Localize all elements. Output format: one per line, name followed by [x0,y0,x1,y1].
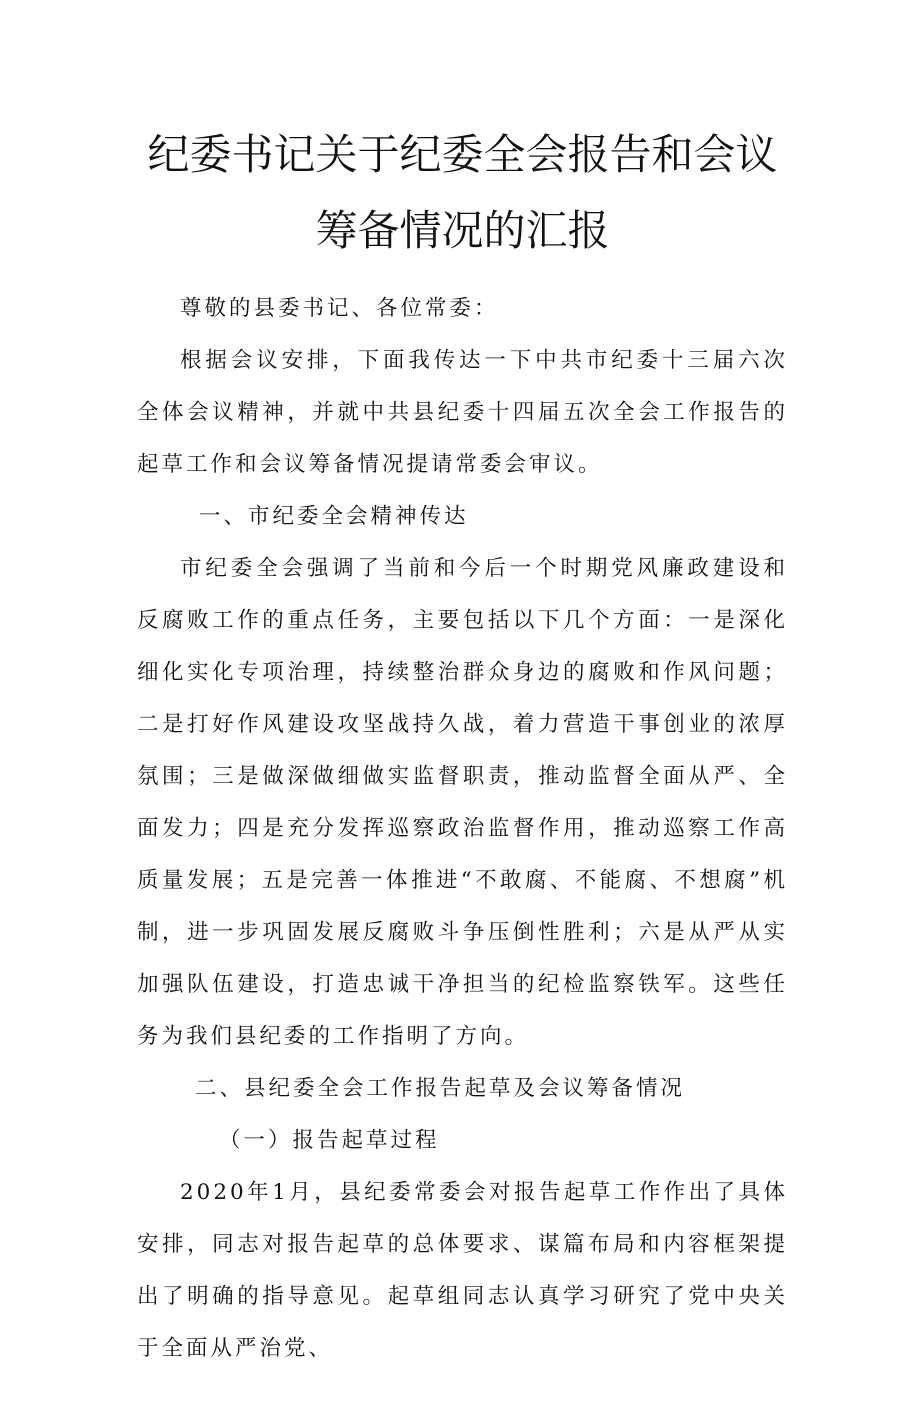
section-1-paragraph: 市纪委全会强调了当前和今后一个时期党风廉政建设和反腐败工作的重点任务，主要包括以下几个方面：一是深化细化实化专项治理，持续整治群众身边的腐败和作风问题；二是打好作风建设攻坚战持久战，着力营造干事创业的浓厚氛围；三是做深做细做实监督职责，推动监督全面从严、全面发力；四是充分发挥巡察政治监督作用，推动巡察工作高质量发展；五是完善一体推进“不敢腐、不能腐、不想腐”机制，进一步巩固发展反腐败斗争压倒性胜利；六是从严从实加强队伍建设，打造忠诚干净担当的纪检监察铁军。这些任务为我们县纪委的工作指明了方向。 [137,556,788,1049]
subsection-1-paragraph: 2020年1月，县纪委常委会对报告起草工作作出了具体安排，同志对报告起草的总体要求、谋篇布局和内容框架提出了明确的指导意见。起草组同志认真学习研究了党中央关于全面从严治党、 [137,1180,788,1361]
intro-paragraph: 根据会议安排，下面我传达一下中共市纪委十三届六次全体会议精神，并就中共县纪委十四届五次全会工作报告的起草工作和会议筹备情况提请常委会审议。 [137,348,788,477]
salutation: 尊敬的县委书记、各位常委： [180,296,499,321]
document-body [137,283,788,1375]
document-page [0,117,920,1418]
document-title [117,117,808,269]
title-line-1: 纪委书记关于纪委全会报告和会议 [147,130,778,179]
title-line-2: 筹备情况的汇报 [315,206,610,255]
subsection-1-heading: （一）报告起草过程 [219,1128,440,1153]
section-2-heading: 二、县纪委全会工作报告起草及会议筹备情况 [195,1076,686,1101]
section-1-heading: 一、市纪委全会精神传达 [199,504,469,529]
